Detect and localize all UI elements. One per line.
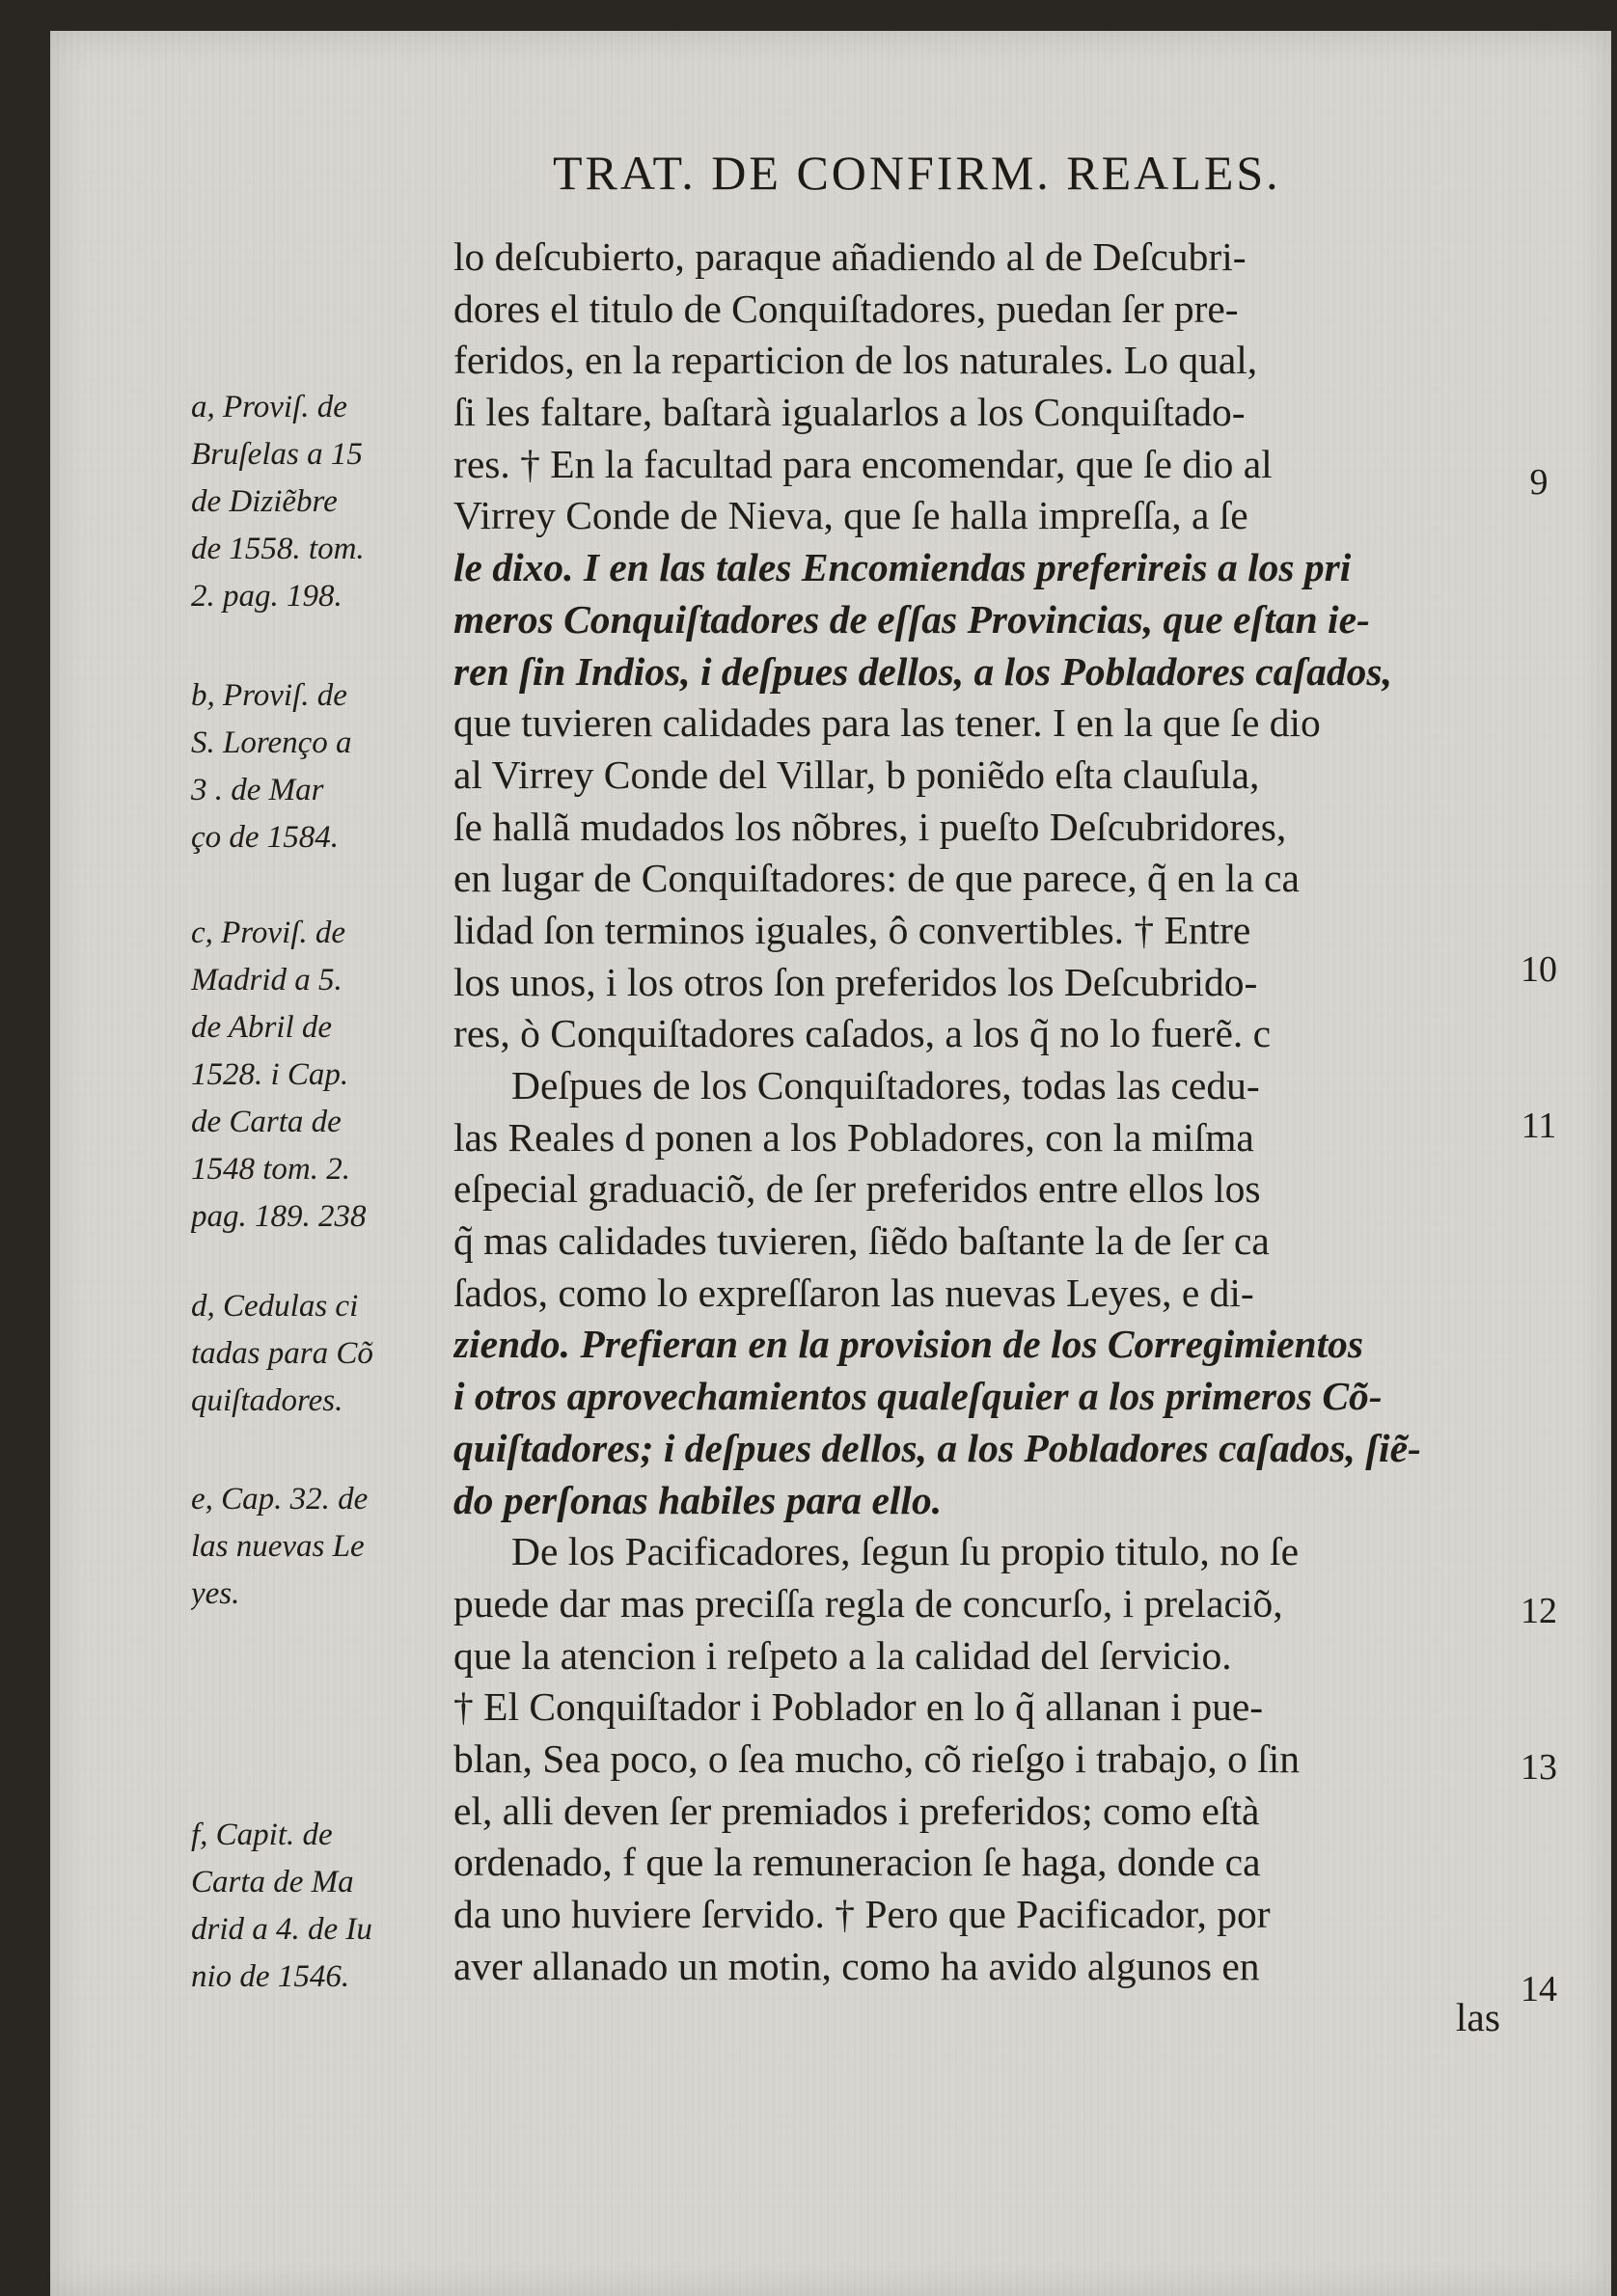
text-line: le dixo. I en las tales Encomiendas preferireis a los pri bbox=[453, 545, 1352, 590]
margin-note-line: d, Cedulas ci bbox=[191, 1289, 359, 1324]
margin-note-a bbox=[191, 384, 432, 620]
paragraph-number: 13 bbox=[1521, 1747, 1557, 1788]
margin-note-line: las nuevas Le bbox=[191, 1529, 365, 1564]
text-line: res. † En la facultad para encomendar, que ſe dio al bbox=[453, 441, 1273, 486]
text-line: aver allanado un motin, como ha avido algunos en bbox=[453, 1943, 1260, 1988]
text-line: eſpecial graduaciõ, de ſer preferidos entre ellos los bbox=[453, 1166, 1261, 1212]
text-line: meros Conquiſtadores de eſſas Provincias, que eſtan ie- bbox=[453, 596, 1370, 642]
text-line: ren ſin Indios, i deſpues dellos, a los Pobladores caſados, bbox=[453, 648, 1392, 694]
text-line: las Reales d ponen a los Pobladores, con la miſma bbox=[453, 1114, 1254, 1160]
margin-note-line: b, Proviſ. de bbox=[191, 678, 347, 713]
margin-note-line: drid a 4. de Iu bbox=[191, 1912, 372, 1947]
margin-note-line: yes. bbox=[191, 1576, 240, 1611]
text-line: ordenado, f que la remuneracion ſe haga, donde ca bbox=[453, 1840, 1261, 1885]
text-line: que la atencion i reſpeto a la calidad del ſervicio. bbox=[453, 1632, 1232, 1678]
text-line: ſe hallã mudados los nõbres, i pueſto Deſcubridores, bbox=[453, 804, 1287, 849]
margin-note-line: c, Proviſ. de bbox=[191, 916, 346, 950]
text-line: De los Pacificadores, ſegun ſu propio titulo, no ſe bbox=[511, 1529, 1299, 1574]
text-line: los unos, i los otros ſon preferidos los Deſcubrido- bbox=[453, 959, 1258, 1004]
margin-note-f bbox=[191, 1812, 432, 2001]
paragraph-number: 11 bbox=[1521, 1106, 1557, 1146]
text-line: ſados, como lo expreſſaron las nuevas Leyes, e di- bbox=[453, 1270, 1254, 1315]
text-line: el, alli deven ſer premiados i preferidos; como eſtà bbox=[453, 1788, 1260, 1833]
margin-note-line: de Abril de bbox=[191, 1010, 333, 1045]
margin-note-line: 1528. i Cap. bbox=[191, 1057, 349, 1092]
margin-note-line: e, Cap. 32. de bbox=[191, 1482, 369, 1517]
text-line: do perſonas habiles para ello. bbox=[453, 1477, 943, 1522]
margin-note-line: 3 . de Mar bbox=[191, 773, 324, 807]
text-line: da uno huviere ſervido. † Pero que Pacificador, por bbox=[453, 1892, 1271, 1936]
margin-note-c bbox=[191, 910, 432, 1241]
margin-note-line: Bruſelas a 15 bbox=[191, 437, 363, 472]
main-text-block bbox=[453, 232, 1500, 2044]
text-line: puede dar mas preciſſa regla de concurſo, i prelaciõ, bbox=[453, 1580, 1283, 1626]
paragraph-number: 9 bbox=[1529, 462, 1548, 503]
text-line: res, ò Conquiſtadores caſados, a los q̃ no lo fuerẽ. c bbox=[453, 1011, 1272, 1056]
margin-note-line: quiſtadores. bbox=[191, 1383, 343, 1418]
text-line: Virrey Conde de Nieva, que ſe halla impreſſa, a ſe bbox=[453, 493, 1248, 538]
text-line: que tuvieren calidades para las tener. I en la que ſe dio bbox=[453, 700, 1321, 746]
margin-note-e bbox=[191, 1476, 432, 1618]
margin-note-line: ço de 1584. bbox=[191, 820, 340, 855]
margin-note-line: a, Proviſ. de bbox=[191, 390, 347, 424]
text-line: Deſpues de los Conquiſtadores, todas las cedu- bbox=[511, 1063, 1260, 1107]
margin-note-line: Carta de Ma bbox=[191, 1865, 354, 1900]
text-line: blan, Sea poco, o ſea mucho, cõ rieſgo i trabajo, o ſin bbox=[453, 1736, 1301, 1781]
text-line: † El Conquiſtador i Poblador en lo q̃ allanan i pue- bbox=[453, 1684, 1264, 1730]
text-line: quiſtadores; i deſpues dellos, a los Pobladores caſados, ſiẽ- bbox=[453, 1425, 1421, 1470]
running-header: TRAT. DE CONFIRM. REALES. bbox=[553, 146, 1281, 200]
margin-note-line: 1548 tom. 2. bbox=[191, 1152, 350, 1187]
margin-note-line: tadas para Cõ bbox=[191, 1336, 373, 1371]
margin-note-line: nio de 1546. bbox=[191, 1959, 350, 1994]
margin-note-line: f, Capit. de bbox=[191, 1818, 333, 1852]
text-line: lidad ſon terminos iguales, ô convertibles. † Entre bbox=[453, 907, 1251, 952]
catchword: las bbox=[1455, 1995, 1500, 2040]
text-line: en lugar de Conquiſtadores: de que parece, q̃ en la ca bbox=[453, 856, 1300, 901]
text-line: lo deſcubierto, paraque añadiendo al de Deſcubri- bbox=[453, 234, 1247, 279]
margin-note-b bbox=[191, 672, 432, 861]
text-line: i otros aprovechamientos qualeſquier a los primeros Cõ- bbox=[453, 1374, 1383, 1419]
margin-note-d bbox=[191, 1283, 432, 1425]
text-line: ziendo. Prefieran en la provision de los Corregimientos bbox=[453, 1322, 1364, 1367]
paragraph-number: 10 bbox=[1521, 949, 1557, 990]
text-line: q̃ mas calidades tuvieren, ſiẽdo baſtante la de ſer ca bbox=[453, 1218, 1270, 1264]
margin-note-line: de Carta de bbox=[191, 1105, 342, 1139]
margin-note-line: S. Lorenço a bbox=[191, 725, 352, 760]
text-line: feridos, en la reparticion de los naturales. Lo qual, bbox=[453, 338, 1258, 383]
margin-note-line: de 1558. tom. bbox=[191, 532, 365, 566]
margin-note-line: 2. pag. 198. bbox=[191, 579, 343, 614]
margin-note-line: de Diziẽbre bbox=[191, 484, 338, 519]
text-line: dores el titulo de Conquiſtadores, puedan ſer pre- bbox=[453, 286, 1239, 331]
paragraph-number: 14 bbox=[1521, 1969, 1557, 2009]
margin-note-line: Madrid a 5. bbox=[191, 963, 343, 998]
text-line: ſi les faltare, baſtarà igualarlos a los Conquiſtado- bbox=[453, 390, 1246, 435]
margin-note-line: pag. 189. 238 bbox=[191, 1199, 367, 1234]
text-line: al Virrey Conde del Villar, b poniẽdo eſta clauſula, bbox=[453, 752, 1260, 797]
paragraph-number: 12 bbox=[1521, 1591, 1557, 1631]
